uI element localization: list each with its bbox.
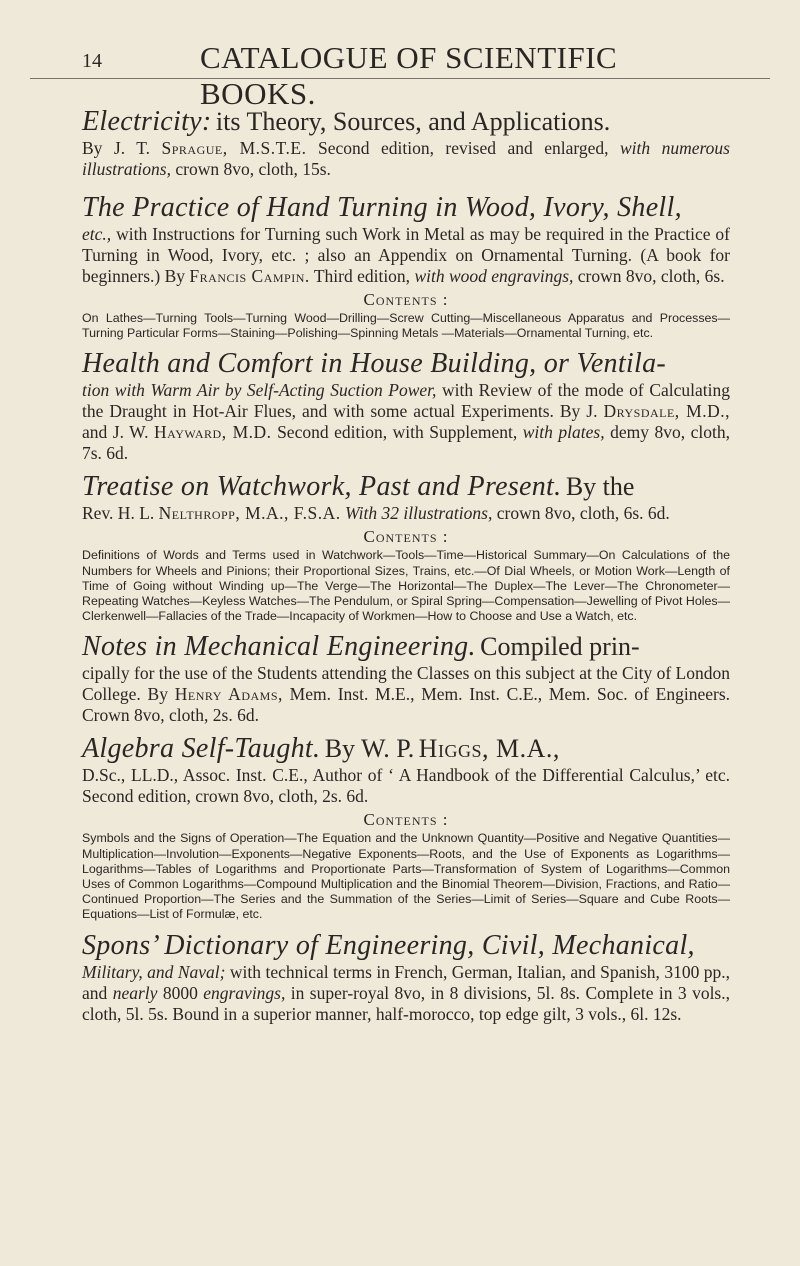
book-entry-mechanical-engineering: Notes in Mechanical Engineering. Compiled prin- cipally for the use of the Students attending the Classes on this subject at the City of London College. By Henry Adams, Mem. Inst. M.E., Mem. Inst. C.E., Mem. Soc. of Engineers. Crown 8vo, cloth, 2s. 6d.: [82, 631, 731, 726]
book-title-rest: Compiled prin-: [480, 632, 640, 662]
book-title: Health and Comfort in House Building, or Ventila-: [82, 348, 667, 380]
book-title: Electricity:: [82, 106, 212, 137]
book-title: Algebra Self-Taught.: [82, 733, 321, 765]
book-entry-watchwork: Treatise on Watchwork, Past and Present. By the Rev. H. L. Nelthropp, M.A., F.S.A. With 32 illustrations, crown 8vo, cloth, 6s. 6d. Contents : Definitions of Words and Terms used in Watchwork—Tools—Time—Historical Summary—On Calculations of the Numbers for Wheels and Pinions; their Proportional Sizes, Trains, etc.—Of Dial Wheels, or Motion Work—Length of Time of Going without Winding up—The Verge—The Horizontal—The Duplex—The Lever—The Chronometer—Repeating Watches—Keyless Watches—The Pendulum, or Spiral Spring—Compensation—Jewelling of Pivot Holes—Clerkenwell—Fallacies of the Trade—Incapacity of Workmen—How to Choose and Use a Watch, etc.: [82, 471, 730, 624]
running-head: CATALOGUE OF SCIENTIFIC BOOKS.: [200, 40, 618, 111]
page-header: [82, 0, 730, 111]
author: Henry Adams,: [174, 684, 283, 705]
contents-heading: Contents :: [363, 527, 449, 547]
author: Francis Campin.: [189, 266, 310, 286]
author: Sprague, M.S.T.E.: [161, 138, 307, 158]
book-title: Notes in Mechanical Engineering.: [82, 631, 476, 663]
book-entry-electricity: Electricity: its Theory, Sources, and Applications. By J. T. Sprague, M.S.T.E. Second edition, revised and enlarged, with numerous illustrations, crown 8vo, cloth, 15s.: [82, 106, 730, 179]
contents-heading: Contents :: [363, 290, 449, 309]
author: Nelthropp, M.A., F.S.A.: [158, 503, 341, 524]
book-entry-health-and-comfort: Health and Comfort in House Building, or Ventila- tion with Warm Air by Self-Acting Suction Power, with Review of the mode of Calculating the Draught in Hot-Air Flues, and with some actual Experiments. By J. Drysdale, M.D., and J. W. Hayward, M.D. Second edition, with Supplement, with plates, demy 8vo, cloth, 7s. 6d.: [82, 348, 731, 464]
book-title-rest: By W. P.: [324, 734, 415, 764]
header-rule: [30, 78, 770, 79]
page-number: 14: [82, 50, 102, 72]
author: Higgs, M.A.,: [418, 734, 560, 764]
contents-heading: Contents :: [363, 810, 449, 830]
author: Drysdale, M.D.,: [603, 401, 731, 422]
contents-list: Symbols and the Signs of Operation—The Equation and the Unknown Quantity—Positive and Negative Quantities—Multiplication—Involution—Exponents—Negative Exponents—Roots, and the Use of Exponents as Logarithms—Logarithms—Tables of Logarithms and Proportionate Parts—Transformation of System of Logarithms—Common Uses of Common Logarithms—Compound Multiplication and the Binomial Theorem—Division, Fractions, and Ratio—Continued Proportion—The Series and the Summation of the Series—Limit of Series—Square and Cube Roots—Equations—List of Formulæ, etc.: [82, 831, 730, 922]
book-entry-algebra: Algebra Self-Taught. By W. P. Higgs, M.A., D.Sc., LL.D., Assoc. Inst. C.E., Author of ‘ A Handbook of the Differential Calculus,’ etc. Second edition, crown 8vo, cloth, 2s. 6d. Contents : Symbols and the Signs of Operation—The Equation and the Unknown Quantity—Positive and Negative Quantities—Multiplication—Involution—Exponents—Negative Exponents—Roots, and the Use of Exponents as Logarithms—Logarithms—Tables of Logarithms and Proportionate Parts—Transformation of System of Logarithms—Common Uses of Common Logarithms—Compound Multiplication and the Binomial Theorem—Division, Fractions, and Ratio—Continued Proportion—The Series and the Summation of the Series—Limit of Series—Square and Cube Roots—Equations—List of Formulæ, etc.: [82, 733, 730, 922]
book-title: Treatise on Watchwork, Past and Present.: [82, 471, 562, 503]
book-title: The Practice of Hand Turning in Wood, Ivory, Shell,: [82, 192, 682, 223]
contents-list: Definitions of Words and Terms used in Watchwork—Tools—Time—Historical Summary—On Calculations of the Numbers for Wheels and Pinions; their Proportional Sizes, Trains, etc.—Of Dial Wheels, or Motion Work—Length of Time of Going without Winding up—The Verge—The Horizontal—The Duplex—The Lever—The Chronometer—Repeating Watches—Keyless Watches—The Pendulum, or Spiral Spring—Compensation—Jewelling of Pivot Holes—Clerkenwell—Fallacies of the Trade—Incapacity of Workmen—How to Choose and Use a Watch, etc.: [82, 548, 730, 624]
book-list: [82, 106, 730, 1032]
book-title: Spons’ Dictionary of Engineering, Civil, Mechanical,: [82, 929, 695, 961]
book-title-rest: its Theory, Sources, and Applications.: [215, 107, 611, 136]
book-title-rest: By the: [565, 472, 635, 502]
book-entry-spons-dictionary: Spons’ Dictionary of Engineering, Civil, Mechanical, Military, and Naval; with technical terms in French, German, Italian, and Spanish, 3100 pp., and nearly 8000 engravings, in super-royal 8vo, in 8 divisions, 5l. 8s. Complete in 3 vols., cloth, 5l. 5s. Bound in a superior manner, half-morocco, top edge gilt, 3 vols., 6l. 12s.: [82, 929, 730, 1024]
contents-list: On Lathes—Turning Tools—Turning Wood—Drilling—Screw Cutting—Miscellaneous Apparatus and Processes—Turning Particular Forms—Staining—Polishing—Spinning Metals —Materials—Ornamental Turning, etc.: [82, 311, 730, 341]
author: Hayward, M.D.: [154, 422, 272, 443]
book-entry-hand-turning: The Practice of Hand Turning in Wood, Ivory, Shell, etc., with Instructions for Turning such Work in Metal as may be required in the Practice of Turning in Wood, Ivory, etc. ; also an Appendix on Ornamental Turning. (A book for beginners.) By Francis Campin. Third edition, with wood engravings, crown 8vo, cloth, 6s. Contents : On Lathes—Turning Tools—Turning Wood—Drilling—Screw Cutting—Miscellaneous Apparatus and Processes—Turning Particular Forms—Staining—Polishing—Spinning Metals —Materials—Ornamental Turning, etc.: [82, 192, 730, 341]
